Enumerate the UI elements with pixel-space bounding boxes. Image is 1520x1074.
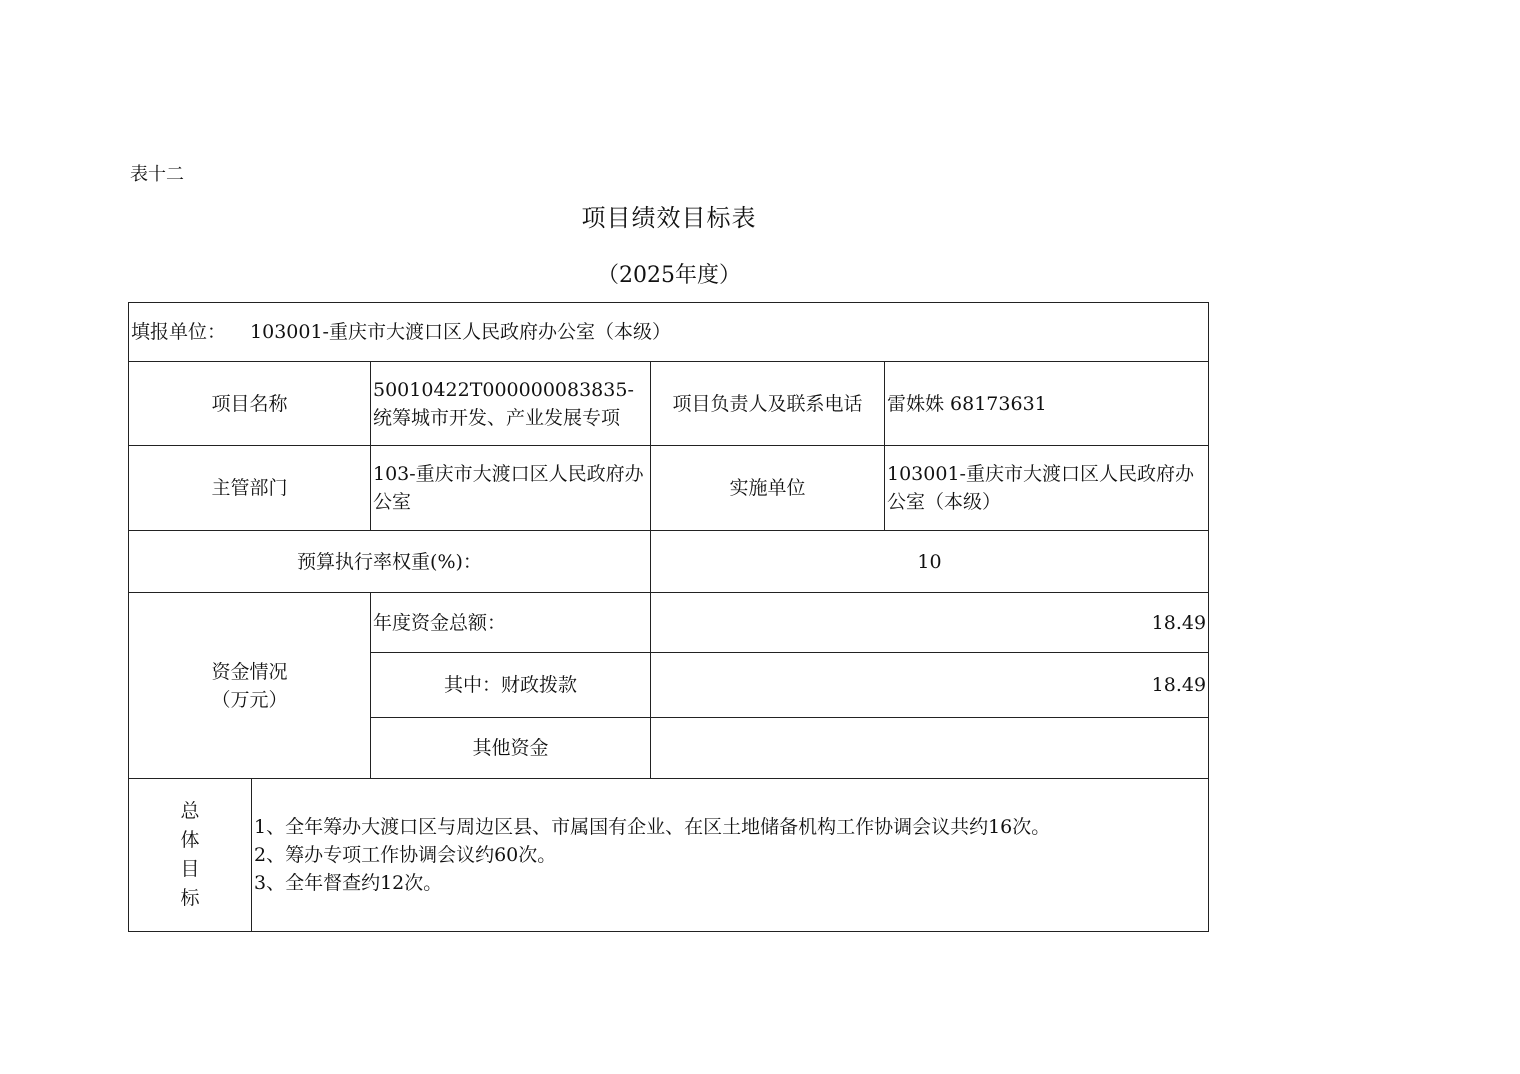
filling-unit-value: 103001-重庆市大渡口区人民政府办公室（本级） [250,321,671,343]
overall-goals-content [252,779,1209,932]
row-project [129,362,1209,446]
goal-label-char: 标 [180,887,200,909]
goal-item: 3、全年督查约12次。 [254,872,443,894]
impl-value: 103001-重庆市大渡口区人民政府办公室（本级） [885,446,1209,531]
other-funds-value [651,718,1209,779]
project-lead-value: 雷姝姝 68173631 [885,362,1209,446]
funds-label-cell [129,593,371,779]
page-title: 项目绩效目标表 [581,204,757,232]
fiscal-label: 其中：财政拨款 [371,653,651,718]
row-annual-total [129,593,1209,653]
project-name-value: 50010422T000000083835-统筹城市开发、产业发展专项 [371,362,651,446]
row-filling-unit [129,303,1209,362]
annual-total-label: 年度资金总额： [371,593,651,653]
other-funds-label: 其他资金 [371,718,651,779]
goal-label-char: 体 [180,829,200,851]
goal-item: 2、筹办专项工作协调会议约60次。 [254,844,557,866]
annual-total-value: 18.49 [651,593,1209,653]
project-lead-label: 项目负责人及联系电话 [651,362,885,446]
row-department [129,446,1209,531]
impl-label: 实施单位 [651,446,885,531]
fiscal-value: 18.49 [651,653,1209,718]
overall-goal-label [129,779,252,932]
table-number: 表十二 [130,164,184,185]
page-subtitle: （2025年度） [597,263,741,288]
row-budget-weight [129,531,1209,593]
dept-label: 主管部门 [129,446,371,531]
project-name-label: 项目名称 [129,362,371,446]
filling-unit-cell [129,303,1209,362]
funds-label: 资金情况 [211,660,288,683]
goal-item: 1、全年筹办大渡口区与周边区县、市属国有企业、在区土地储备机构工作协调会议共约16次。 [254,816,1051,838]
filling-unit-label: 填报单位： [131,321,227,343]
performance-target-table [128,302,1209,932]
budget-weight-label: 预算执行率权重(%)： [129,531,651,593]
budget-weight-value: 10 [651,531,1209,593]
goal-label-char: 目 [180,858,200,880]
goal-label-char: 总 [180,800,200,822]
funds-unit: （万元） [211,688,288,711]
dept-value: 103-重庆市大渡口区人民政府办公室 [371,446,651,531]
row-overall-goals [129,779,1209,932]
